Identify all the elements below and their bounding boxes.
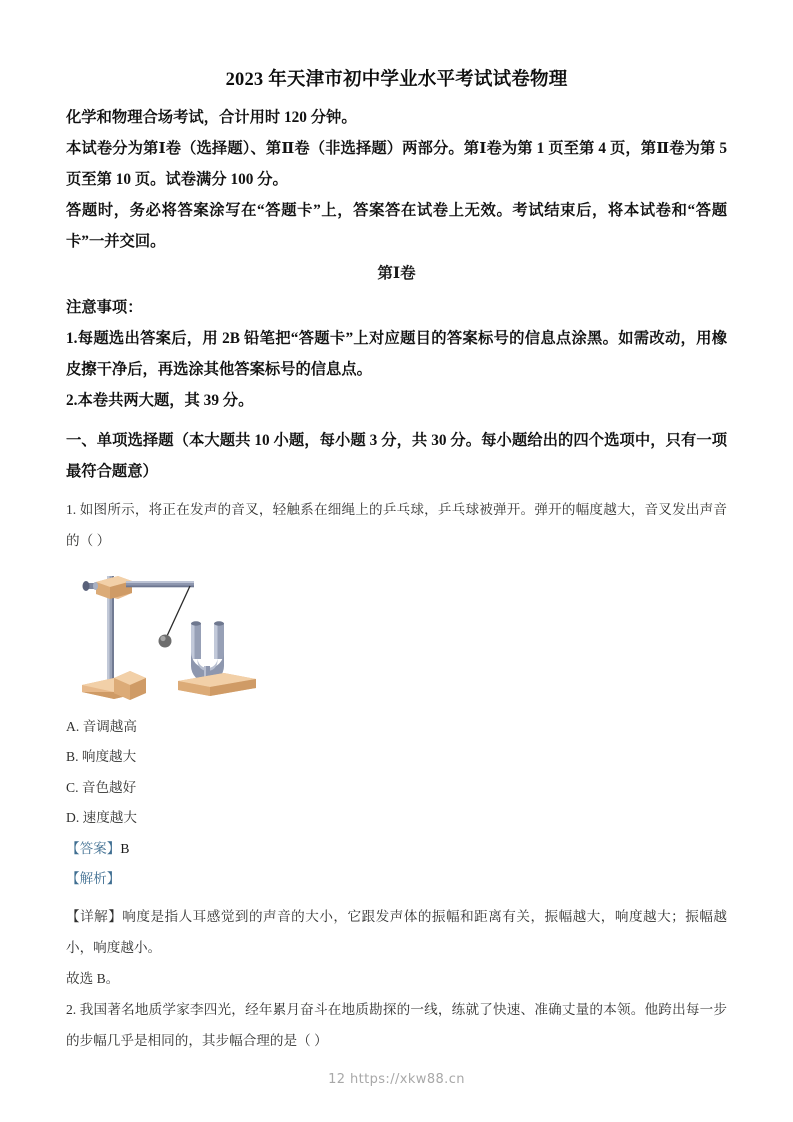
spacer	[66, 285, 727, 292]
ping-pong-ball	[159, 634, 172, 647]
wooden-base	[178, 673, 256, 696]
option-d-text: 速度越大	[82, 810, 137, 826]
question-1-option-a	[66, 712, 727, 743]
part-one-heading: 一、单项选择题（本大题共 10 小题，每小题 3 分，共 30 分。每小题给出的四个选项中，只有一项最符合题意）	[66, 431, 727, 480]
analysis-tag: 【解析】	[66, 870, 121, 886]
option-c-label: C.	[66, 779, 79, 795]
question-1-option-b	[66, 742, 727, 773]
intro-line-1: 化学和物理合场考试，合计用时 120 分钟。	[66, 109, 357, 127]
question-1-analysis	[66, 864, 727, 894]
page-title: 2023 年天津市初中学业水平考试试卷物理	[225, 70, 568, 90]
question-1-stem: 1. 如图所示，将正在发声的音叉，轻触系在细绳上的乒乓球，乒乓球被弹开。弹开的幅度越大，音叉发出声音的（ ）	[66, 501, 727, 548]
detail-text: 响度是指人耳感觉到的声音的大小，它跟发声体的振幅和距离有关，振幅越大，响度越大；振幅越小，响度越小。	[66, 908, 727, 955]
watermark: 12 https://xkw88.cn	[328, 1072, 465, 1087]
notice-item-1: 1.每题选出答案后，用 2B 铅笔把“答题卡”上对应题目的答案标号的信息点涂黑。如需改动，用橡皮擦干净后，再选涂其他答案标号的信息点。	[66, 329, 727, 378]
notice-heading: 注意事项：	[66, 298, 143, 316]
answer-value: B	[120, 840, 130, 856]
spacer	[66, 894, 727, 901]
question-1-conclusion: 故选 B。	[66, 970, 120, 986]
option-b-label: B.	[66, 749, 79, 765]
question-1-figure	[74, 566, 294, 706]
option-a-text: 音调越高	[82, 718, 137, 734]
option-b-text: 响度越大	[81, 749, 137, 765]
volume-heading: 第Ⅰ卷	[377, 265, 416, 283]
option-a-label: A.	[66, 718, 80, 734]
question-2-stem: 2. 我国著名地质学家李四光，经年累月奋斗在地质勘探的一线，练就了快速、准确丈量的本领。他跨出每一步的步幅几乎是相同的，其步幅合理的是（ ）	[66, 1001, 727, 1048]
answer-tag: 【答案】	[66, 840, 121, 856]
spacer	[66, 257, 727, 264]
clamp	[83, 576, 133, 599]
question-1-answer	[66, 834, 727, 864]
question-1-detail	[66, 901, 727, 963]
question-1-option-d	[66, 803, 727, 834]
spacer	[66, 416, 727, 425]
spacer	[66, 487, 727, 494]
notice-item-2: 2.本卷共两大题，其 39 分。	[66, 391, 254, 409]
tuning-fork-pendulum-apparatus-svg	[74, 566, 294, 706]
spacer	[66, 92, 727, 102]
intro-line-2: 本试卷分为第Ⅰ卷（选择题）、第Ⅱ卷（非选择题）两部分。第Ⅰ卷为第 1 页至第 4 页，第Ⅱ卷为第 5 页至第 10 页。试卷满分 100 分。	[66, 140, 727, 189]
string	[167, 586, 190, 636]
intro-line-3: 答题时，务必将答案涂写在“答题卡”上，答案答在试卷上无效。考试结束后，将本试卷和“答题卡”一并交回。	[66, 202, 727, 251]
horizontal-rod	[126, 581, 194, 587]
detail-tag: 【详解】	[66, 908, 123, 924]
question-1-option-c	[66, 773, 727, 804]
page-content	[66, 0, 727, 1056]
option-d-label: D.	[66, 810, 80, 826]
option-c-text: 音色越好	[81, 779, 137, 795]
